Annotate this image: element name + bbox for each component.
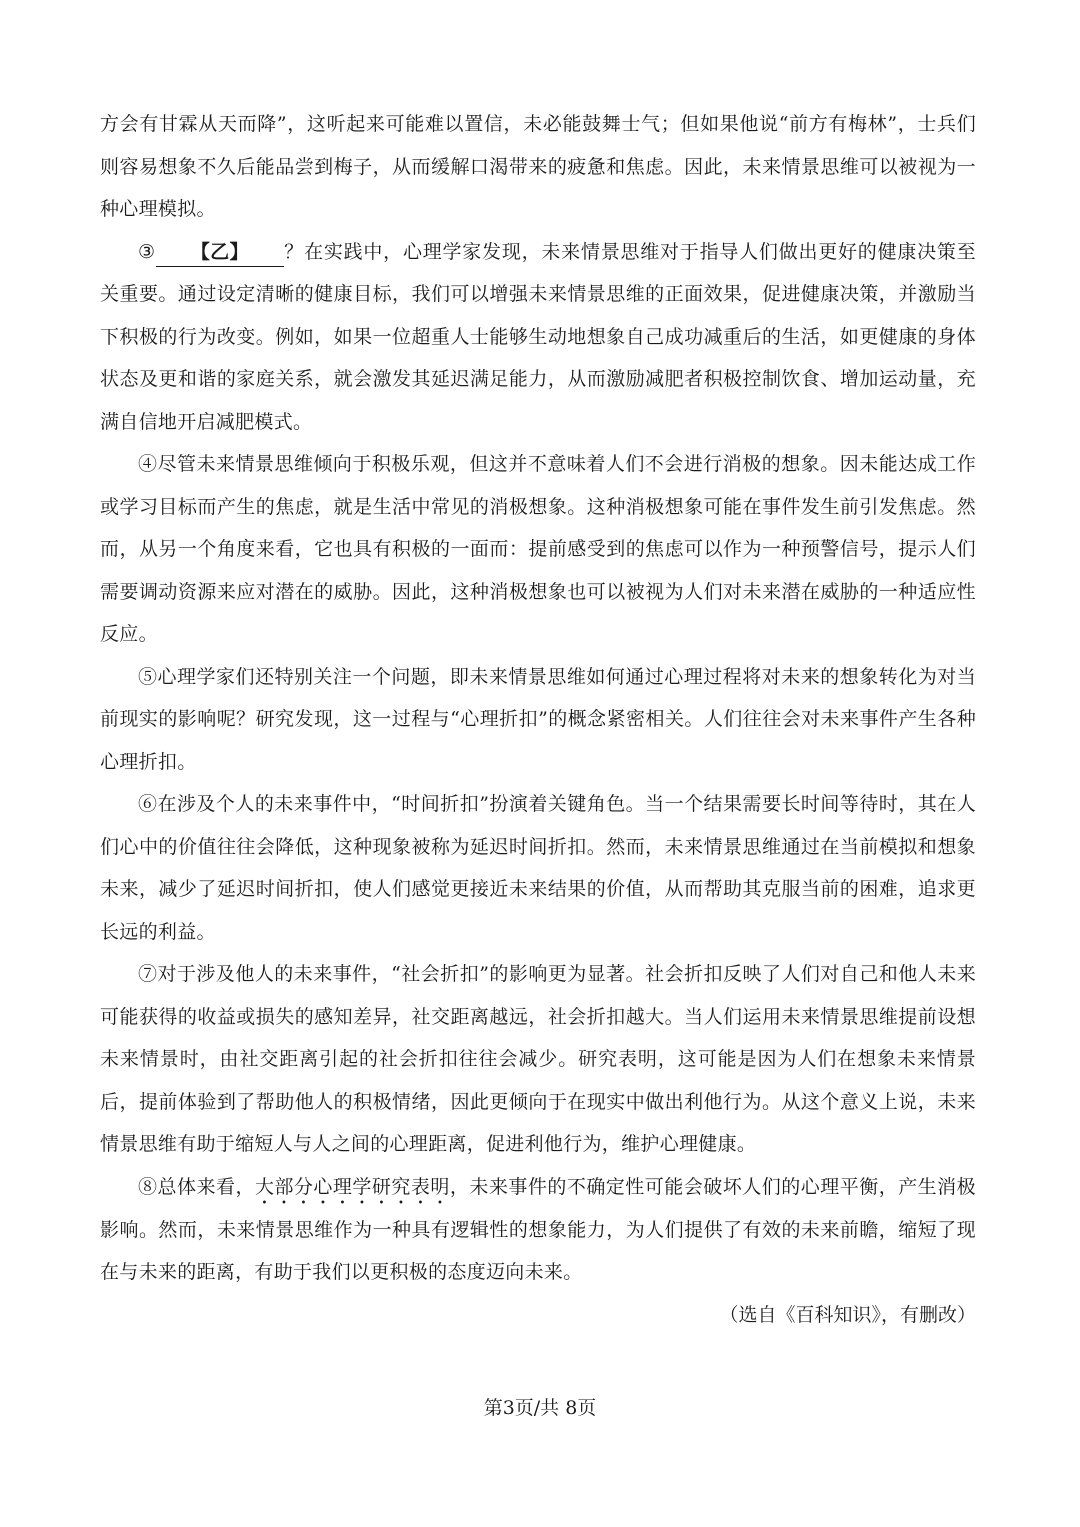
blank-label: 【乙】 [190,240,249,263]
paragraph-3-number: ③ [138,240,156,263]
fill-in-blank-yi [156,238,284,267]
paragraph-3 [100,231,976,444]
page-number: 第3页/共 8页 [483,1397,597,1419]
source-citation: （选自《百科知识》，有删改） [719,1303,976,1326]
emphasized-phrase: 大部分心理学研究表明 [254,1175,450,1198]
paragraph-8 [100,1166,976,1294]
article-body [100,103,976,1336]
paragraph-7: ⑦对于涉及他人的未来事件，“社会折扣”的影响更为显著。社会折扣反映了人们对自己和他人未来可能获得的收益或损失的感知差异，社交距离越远，社会折扣越大。当人们运用未来情景思维提前设想未来情景时，由社交距离引起的社会折扣往往会减少。研究表明，这可能是因为人们在想象未来情景后，提前体验到了帮助他人的积极情绪，因此更倾向于在现实中做出利他行为。从这个意义上说，未来情景思维有助于缩短人与人之间的心理距离，促进利他行为，维护心理健康。 [100,963,976,1155]
paragraph-3-text: ？在实践中，心理学家发现，未来情景思维对于指导人们做出更好的健康决策至关重要。通过设定清晰的健康目标，我们可以增强未来情景思维的正面效果，促进健康决策，并激励当下积极的行为改变。例如，如果一位超重人士能够生动地想象自己成功减重后的生活，如更健康的身体状态及更和谐的家庭关系，就会激发其延迟满足能力，从而激励减肥者积极控制饮食、增加运动量，充满自信地开启减肥模式。 [100,240,976,433]
paragraph-8-start: ⑧总体来看， [138,1175,255,1198]
paragraph-4: ④尽管未来情景思维倾向于积极乐观，但这并不意味着人们不会进行消极的想象。因未能达成工作或学习目标而产生的焦虑，就是生活中常见的消极想象。这种消极想象可能在事件发生前引发焦虑。然而，从另一个角度来看，它也具有积极的一面而：提前感受到的焦虑可以作为一种预警信号，提示人们需要调动资源来应对潜在的威胁。因此，这种消极想象也可以被视为人们对未来潜在威胁的一种适应性反应。 [100,453,976,645]
paragraph-5: ⑤心理学家们还特别关注一个问题，即未来情景思维如何通过心理过程将对未来的想象转化为对当前现实的影响呢？研究发现，这一过程与“心理折扣”的概念紧密相关。人们往往会对未来事件产生各种心理折扣。 [100,665,976,773]
paragraph-8-end: ，未来事件的不确定性可能会破坏人们的心理平衡，产生消极影响。然而，未来情景思维作为一种具有逻辑性的想象能力，为人们提供了有效的未来前瞻，缩短了现在与未来的距离，有助于我们以更积极的态度迈向未来。 [100,1175,976,1283]
paragraph-2-tail: 方会有甘霖从天而降”，这听起来可能难以置信，未必能鼓舞士气；但如果他说“前方有梅林”，士兵们则容易想象不久后能品尝到梅子，从而缓解口渴带来的疲惫和焦虑。因此，未来情景思维可以被视为一种心理模拟。 [100,113,976,220]
paragraph-6: ⑥在涉及个人的未来事件中，“时间折扣”扮演着关键角色。当一个结果需要长时间等待时，其在人们心中的价值往往会降低，这种现象被称为延迟时间折扣。然而，未来情景思维通过在当前模拟和想象未来，减少了延迟时间折扣，使人们感觉更接近未来结果的价值，从而帮助其克服当前的困难，追求更长远的利益。 [100,793,976,943]
